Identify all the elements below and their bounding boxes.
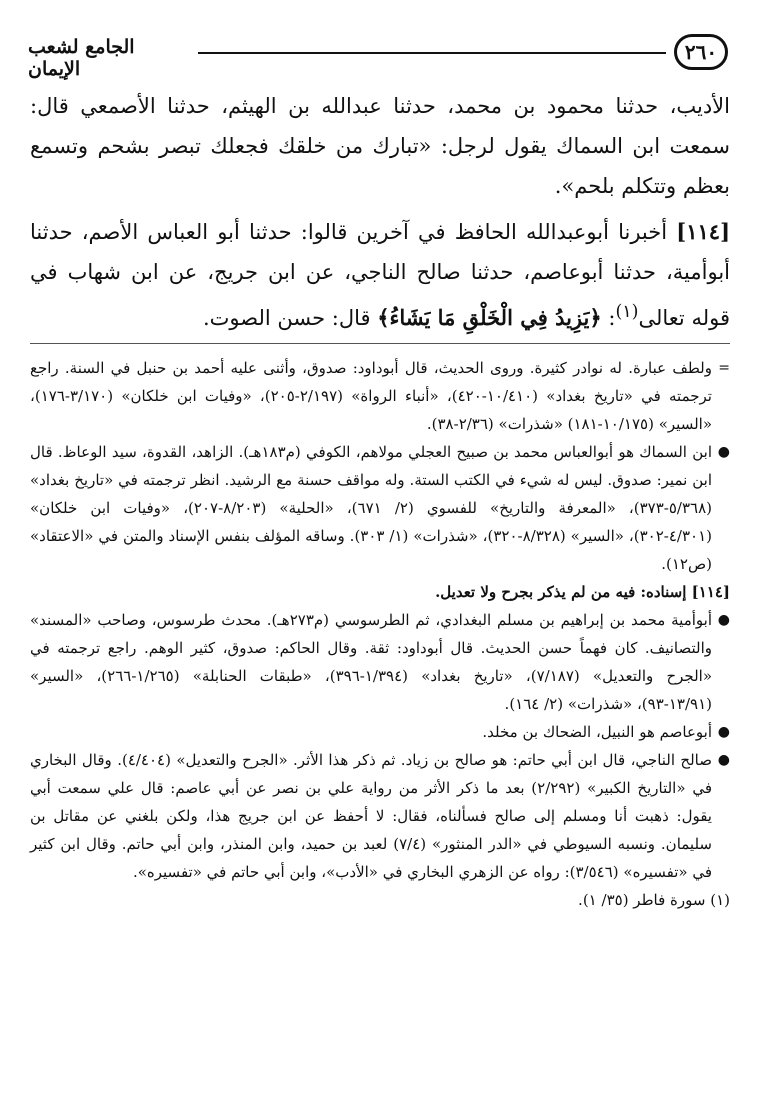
hadith-text: أخبرنا أبوعبدالله الحافظ في آخرين قالوا: حدثنا أبو العباس الأصم، حدثنا أبوأمية، حدثنا أبوعاصم، حدثنا صالح الناجي، عن ابن جريج، عن ابن شهاب في قوله تعالى [30,220,730,330]
note-abu-umayya [30,606,730,718]
hadith-paragraph: [١١٤] أخبرنا أبوعبدالله الحافظ في آخرين قالوا: حدثنا أبو العباس الأصم، حدثنا أبوأمية، حدثنا أبوعاصم، حدثنا صالح الناجي، عن ابن جريج، عن ابن شهاب في قوله تعالى$^{(١)}$: ﴿يَزِيدُ فِي الْخَلْقِ مَا يَشَاءُ﴾ قال: حسن الصوت. [30,219,731,330]
footnotes [30,354,730,914]
notes-separator [30,343,730,344]
footnote-1: (١) سورة فاطر (٣٥/ ١). [578,891,730,909]
hadith-end: قال: حسن الصوت. [202,306,371,330]
note-salih [30,746,730,886]
paragraph-intro: الأديب، حدثنا محمود بن محمد، حدثنا عبدالله بن الهيثم، حدثنا الأصمعي قال: سمعت ابن السماك يقول لرجل: «تبارك من خلقك فجعلك تبصر بشحم وتسمع بعظم وتتكلم بلحم». [30,94,730,198]
bullet-icon: ● [717,444,730,460]
footnote-ref: (١) [615,302,639,322]
quran-verse: ﴿يَزِيدُ فِي الْخَلْقِ مَا يَشَاءُ﴾ [377,305,602,330]
chain-heading: [١١٤] إسناده: فيه من لم يذكر بجرح ولا تعديل. [435,583,730,601]
note-continuation [30,354,730,438]
hadith-number: [١١٤] [676,219,731,244]
note-ibn-sammak-text: ابن السماك هو أبوالعباس محمد بن صبيح العجلي مولاهم، الكوفي (م١٨٣هـ). الزاهد، القدوة، سيد الوعاظ. قال ابن نمير: صدوق. ليس له شيء في الكتب الستة. وله مواقف حسنة مع الرشيد. انظر ترجمته في «تاريخ بغداد» (٥/٣٦٨-٣٧٣)، «المعرفة والتاريخ» للفسوي (٢/ ٦٧١)، «الحلية» (٨/٢٠٣-٢٠٧)، «وفيات ابن خلكان» (٤/٣٠١-٣٠٢)، «السير» (٨/٣٢٨-٣٢٠)، «شذرات» (١/ ٣٠٣). وساقه المؤلف بنفس الإسناد والمتن في «الاعتقاد» (ص١٢). [30,443,713,573]
page-number: ٢٦٠ [674,34,728,70]
note-abu-umayya-text: أبوأمية محمد بن إبراهيم بن مسلم البغدادي، ثم الطرسوسي (م٢٧٣هـ). محدث طرسوس، وصاحب «المسند» والتصانيف. كان فهماً حسن الحديث. قال أبوداود: ثقة. وقال الحاكم: صدوق، كثير الوهم. راجع ترجمته في «الجرح والتعديل» (٧/١٨٧)، «تاريخ بغداد» (١/٣٩٤-٣٩٦)، «طبقات الحنابلة» (١/٢٦٥-٢٦٦)، «السير» (١٣/٩١-٩٣)، «شذرات» (٢/ ١٦٤). [30,611,713,713]
bullet-icon: ● [717,724,730,740]
note-abu-asim-text: أبوعاصم هو النبيل، الضحاك بن مخلد. [482,723,712,741]
header-rule [198,52,666,54]
note-continuation-text: ولطف عبارة. له نوادر كثيرة. وروى الحديث، قال أبوداود: صدوق، وأثنى عليه أحمد بن حنبل في السنة. راجع ترجمته في «تاريخ بغداد» (١٠/٤١٠-٤٢٠)، «أنباء الرواة» (٢/١٩٧-٢٠٥)، «وفيات ابن خلكان» (٣/١٧٠-١٧٦)، «السير» (١٠/١٧٥-١٨١) «شذرات» (٢/٣٦-٣٨). [30,359,712,433]
note-abu-asim [30,718,730,746]
bullet-icon: ● [717,612,730,628]
page-header [28,30,728,80]
bullet-icon: ● [717,752,730,768]
note-salih-text: صالح الناجي، قال ابن أبي حاتم: هو صالح بن زياد. ثم ذكر هذا الأثر. «الجرح والتعديل» (٤/٤٠٤). وقال البخاري في «التاريخ الكبير» (٢/٢٩٢) بعد ما ذكر الأثر من رواية علي بن نصر عن أبي عاصم: قال علي سمعت أبي يقول: ذهبت أنا ومسلم إلى صالح فسألناه، فقال: لا أحفظ عن ابن جريج هذا، ولكن بلغني عن مقاتل بن سليمان. ونسبه السيوطي في «الدر المنثور» (٧/٤) لعبد بن حميد، وابن المنذر، وابن أبي حاتم. وقال ابن كثير في «تفسيره» (٣/٥٤٦): رواه عن الزهري البخاري في «الأدب»، وابن أبي حاتم في «تفسيره». [30,751,712,881]
equals-sign: = [718,360,730,376]
note-ibn-sammak [30,438,730,578]
main-text [30,86,730,344]
book-title: الجامع لشعب الإيمان [28,36,135,80]
